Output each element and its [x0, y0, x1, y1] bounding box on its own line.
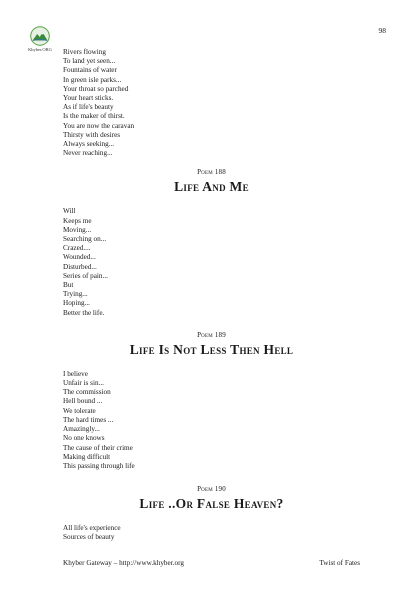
poem-title: Life Is Not Less Then Hell [129, 341, 294, 357]
page-footer [63, 559, 360, 567]
poem-lines [63, 370, 360, 471]
poem-title: Life And Me [174, 179, 249, 195]
poem-line: No one knows [63, 434, 105, 443]
poem-line: To land yet seen... [63, 57, 116, 66]
poem-lines [63, 207, 360, 317]
footer-book-title: Twist of Fates [319, 559, 360, 567]
poem-line: The commission [63, 388, 111, 397]
poem-title: Life ..Or False Heaven? [139, 496, 284, 512]
mountain-logo-icon [30, 26, 50, 46]
poem-line: Making difficult [63, 452, 111, 461]
poem-line: Hell bound ... [63, 397, 103, 406]
poem-line: All life's experience [63, 524, 121, 533]
poem-line: Your throat so parched [63, 84, 129, 93]
khyber-logo[interactable] [20, 26, 60, 52]
poem-line: Fountains of water [63, 66, 117, 75]
poem-line: Your heart sticks. [63, 94, 114, 103]
poem-line: Searching on... [63, 235, 107, 244]
poem-line: I believe [63, 369, 88, 378]
poem-line: Rivers flowing [63, 48, 106, 56]
poem-lines [63, 524, 360, 542]
page-number: 98 [378, 26, 386, 35]
footer-site-link[interactable]: Khyber Gateway – http://www.khyber.org [63, 559, 184, 567]
poem-line: Better the life. [63, 308, 105, 317]
poem-line: Never reaching... [63, 149, 113, 158]
poem-line: You are now the caravan [63, 121, 135, 130]
poem-line: The hard times ... [63, 415, 114, 424]
poem-line: Series of pain... [63, 271, 108, 280]
poem-line: The cause of their crime [63, 443, 133, 452]
poem-line: Amazingly... [63, 425, 100, 434]
poem-line: Is the maker of thirst. [63, 112, 125, 121]
poem-190 [63, 485, 360, 542]
poem-number: Poem 188 [197, 168, 226, 177]
poem-189 [63, 331, 360, 471]
poem-line: Disturbed... [63, 262, 97, 271]
poem-line: Wounded... [63, 253, 96, 262]
page-content [63, 48, 360, 543]
poem-line: We tolerate [63, 406, 96, 415]
poem-line: Keeps me [63, 216, 92, 225]
poem-line: In green isle parks... [63, 75, 122, 84]
poem-line: But [63, 281, 74, 290]
poem-line: Crazed.... [63, 244, 91, 253]
logo-text: Khyber.ORG [28, 47, 52, 52]
poem-line: As if life's beauty [63, 103, 114, 112]
poem-line: Sources of beauty [63, 533, 115, 542]
poem-number: Poem 190 [197, 485, 226, 494]
poem-line: This passing through life [63, 461, 135, 470]
poem-line: Always seeking... [63, 140, 115, 149]
poem-line: Thirsty with desires [63, 130, 121, 139]
poem-line: Unfair is sin... [63, 379, 104, 388]
poem-number: Poem 189 [197, 330, 226, 339]
poem-line: Hoping... [63, 299, 90, 308]
poem-line: Will [63, 207, 76, 216]
poem-line: Moving... [63, 225, 92, 234]
poem-188 [63, 168, 360, 317]
intro-lines [63, 48, 360, 158]
poem-line: Trying... [63, 290, 88, 299]
